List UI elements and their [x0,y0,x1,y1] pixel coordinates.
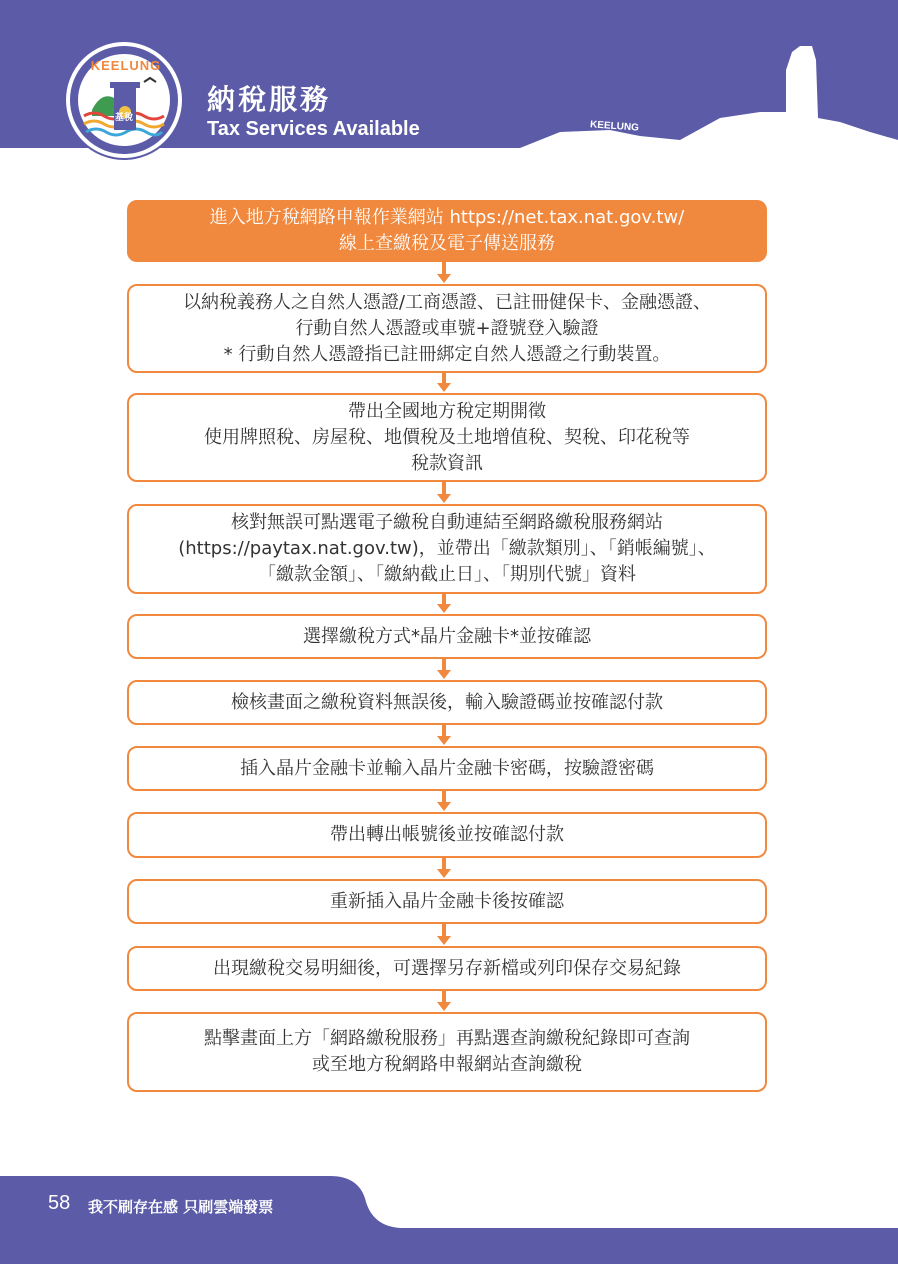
page-subtitle: Tax Services Available [207,118,420,140]
flow-arrow-down-icon [437,482,451,504]
flow-arrow-down-icon [437,262,451,284]
flow-step [127,1012,767,1092]
page-number: 58 [48,1192,71,1214]
flow-step-text: * 行動自然人憑證指已註冊綁定自然人憑證之行動裝置。 [223,343,671,365]
flow-step [127,879,767,924]
footer-band [0,1176,898,1264]
logo-text: KEELUNG [90,58,162,73]
flow-step-text: 選擇繳稅方式*晶片金融卡*並按確認 [303,625,591,647]
flow-step-text: 進入地方稅網路申報作業網站 https://net.tax.nat.gov.tw/ [209,207,685,228]
flow-arrow-down-icon [437,858,451,879]
flow-step-text: 「繳款金額」、「繳納截止日」、「期別代號」資料 [258,564,636,585]
flow-step-text: 檢核畫面之繳稅資料無誤後，輸入驗證碼並按確認付款 [231,691,663,713]
footer-slogan: 我不刷存在感 只刷雲端發票 [88,1198,274,1216]
flow-step-text: 線上查繳稅及電子傳送服務 [339,233,555,254]
flow-step [127,680,767,725]
flow-step [127,393,767,482]
flow-step-text: (https://paytax.nat.gov.tw)，並帶出「繳款類別」、「銷帳編號」、 [178,538,716,559]
flow-arrow-down-icon [437,725,451,746]
flow-step [127,812,767,858]
page-title: 納稅服務 [207,83,332,116]
flow-step-text: 點擊畫面上方「網路繳稅服務」再點選查詢繳稅紀錄即可查詢 [204,1028,690,1049]
flow-step-text: 或至地方稅網路申報網站查詢繳稅 [312,1054,582,1075]
logo-badge: 基稅 [115,113,134,123]
flow-step-text: 重新插入晶片金融卡後按確認 [330,890,564,912]
skyline-label: KEELUNG [589,119,640,134]
flow-step-text: 帶出全國地方稅定期開徵 [348,400,546,422]
flow-arrow-down-icon [437,791,451,812]
flow-step-text: 核對無誤可點選電子繳稅自動連結至網路繳稅服務網站 [231,512,663,533]
flow-step-text: 以納稅義務人之自然人憑證/工商憑證、已註冊健保卡、金融憑證、 [182,291,712,313]
flow-step [127,200,767,262]
flow-step-text: 使用牌照稅、房屋稅、地價稅及土地增值稅、契稅、印花稅等 [204,426,690,448]
flow-step [127,614,767,659]
flow-step-text: 稅款資訊 [411,452,483,474]
flow-step-text: 插入晶片金融卡並輸入晶片金融卡密碼，按驗證密碼 [240,757,654,779]
flow-step [127,746,767,791]
flow-step [127,946,767,991]
flow-arrow-down-icon [437,594,451,614]
flow-arrow-down-icon [437,924,451,946]
flow-step-text: 行動自然人憑證或車號+證號登入驗證 [295,317,599,339]
flow-step [127,284,767,373]
flow-arrow-down-icon [437,659,451,680]
flow-arrow-down-icon [437,991,451,1012]
flow-step-text: 出現繳稅交易明細後，可選擇另存新檔或列印保存交易紀錄 [213,957,681,979]
flow-step-text: 帶出轉出帳號後並按確認付款 [330,824,564,845]
flow-step [127,504,767,594]
flow-arrow-down-icon [437,373,451,393]
